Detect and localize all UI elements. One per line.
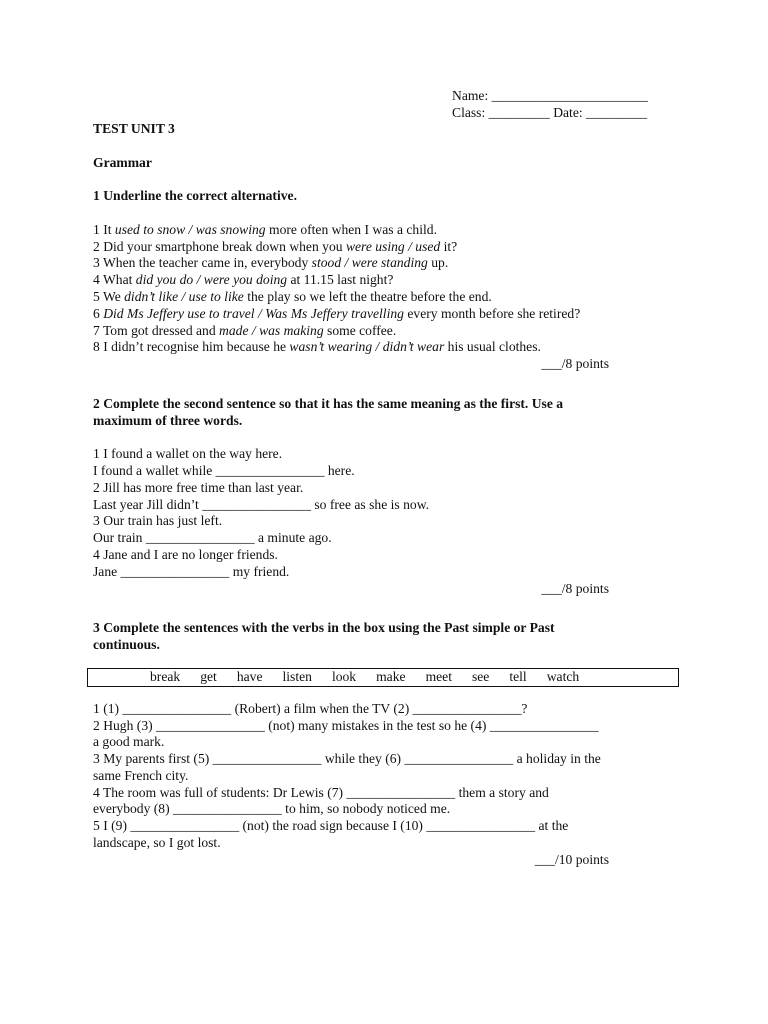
list-item: 2 Did your smartphone break down when you were using / used it? bbox=[93, 238, 458, 254]
test-title: TEST UNIT 3 bbox=[93, 121, 175, 136]
ex1-points: ___/8 points bbox=[541, 356, 609, 372]
verb-word: see bbox=[471, 668, 490, 684]
list-item: 5 We didn’t like / use to like the play so we left the theatre before the end. bbox=[93, 288, 492, 304]
verb-word: watch bbox=[546, 668, 580, 684]
list-item: 1 I found a wallet on the way here. bbox=[93, 446, 283, 462]
verb-word: meet bbox=[425, 668, 452, 684]
list-item: 3 My parents first (5) ________________ while they (6) ________________ a holiday in the bbox=[93, 751, 601, 767]
list-item: Our train ________________ a minute ago. bbox=[93, 530, 332, 546]
verb-box bbox=[87, 668, 679, 687]
verb-word: make bbox=[376, 668, 406, 684]
ex1-heading: 1 Underline the correct alternative. bbox=[93, 188, 297, 204]
list-item: 6 Did Ms Jeffery use to travel / Was Ms Jeffery travelling every month before she retired? bbox=[93, 305, 581, 321]
list-item: 7 Tom got dressed and made / was making some coffee. bbox=[93, 322, 397, 338]
section-heading: Grammar bbox=[93, 154, 152, 170]
list-item: Jane ________________ my friend. bbox=[93, 563, 290, 579]
verb-word: get bbox=[200, 668, 217, 684]
list-item: Last year Jill didn’t ________________ so free as she is now. bbox=[93, 496, 430, 512]
list-item: 3 When the teacher came in, everybody stood / were standing up. bbox=[93, 255, 449, 271]
ex3-heading: 3 Complete the sentences with the verbs in the box using the Past simple or Past continuous. bbox=[93, 620, 555, 652]
verb-word: listen bbox=[282, 668, 312, 684]
student-info-header bbox=[452, 88, 648, 122]
class-date-field-line: Class: _________ Date: _________ bbox=[452, 104, 648, 120]
verb-word: have bbox=[236, 668, 263, 684]
list-item: 5 I (9) ________________ (not) the road sign because I (10) ________________ at the bbox=[93, 818, 569, 834]
list-item: 4 What did you do / were you doing at 11.15 last night? bbox=[93, 272, 394, 288]
verb-word: break bbox=[150, 668, 181, 684]
list-item: 2 Jill has more free time than last year. bbox=[93, 479, 304, 495]
list-item: 4 Jane and I are no longer friends. bbox=[93, 546, 278, 562]
list-item: 1 It used to snow / was snowing more often when I was a child. bbox=[93, 221, 437, 237]
list-item: everybody (8) ________________ to him, so nobody noticed me. bbox=[93, 801, 451, 817]
ex2-heading: 2 Complete the second sentence so that it has the same meaning as the first. Use a maximum of three words. bbox=[93, 395, 564, 428]
ex3-points: ___/10 points bbox=[534, 851, 609, 867]
verb-word: look bbox=[331, 668, 357, 684]
list-item: landscape, so I got lost. bbox=[93, 835, 221, 851]
list-item: 3 Our train has just left. bbox=[93, 513, 223, 529]
ex2-points: ___/8 points bbox=[541, 580, 609, 596]
ex2-list bbox=[93, 446, 683, 580]
ex1-list bbox=[93, 222, 683, 356]
list-item: 1 (1) ________________ (Robert) a film when the TV (2) ________________? bbox=[93, 700, 528, 716]
list-item: I found a wallet while ________________ here. bbox=[93, 462, 355, 478]
list-item: 8 I didn’t recognise him because he wasn’t wearing / didn’t wear his usual clothes. bbox=[93, 339, 541, 355]
list-item: a good mark. bbox=[93, 734, 165, 750]
list-item: 2 Hugh (3) ________________ (not) many mistakes in the test so he (4) ________________ bbox=[93, 717, 599, 733]
ex3-list bbox=[93, 701, 683, 852]
test-body bbox=[93, 121, 683, 869]
verb-word: tell bbox=[509, 668, 527, 684]
name-field-line: Name: _______________________ bbox=[452, 88, 648, 103]
list-item: same French city. bbox=[93, 767, 189, 783]
list-item: 4 The room was full of students: Dr Lewis (7) ________________ them a story and bbox=[93, 784, 549, 800]
